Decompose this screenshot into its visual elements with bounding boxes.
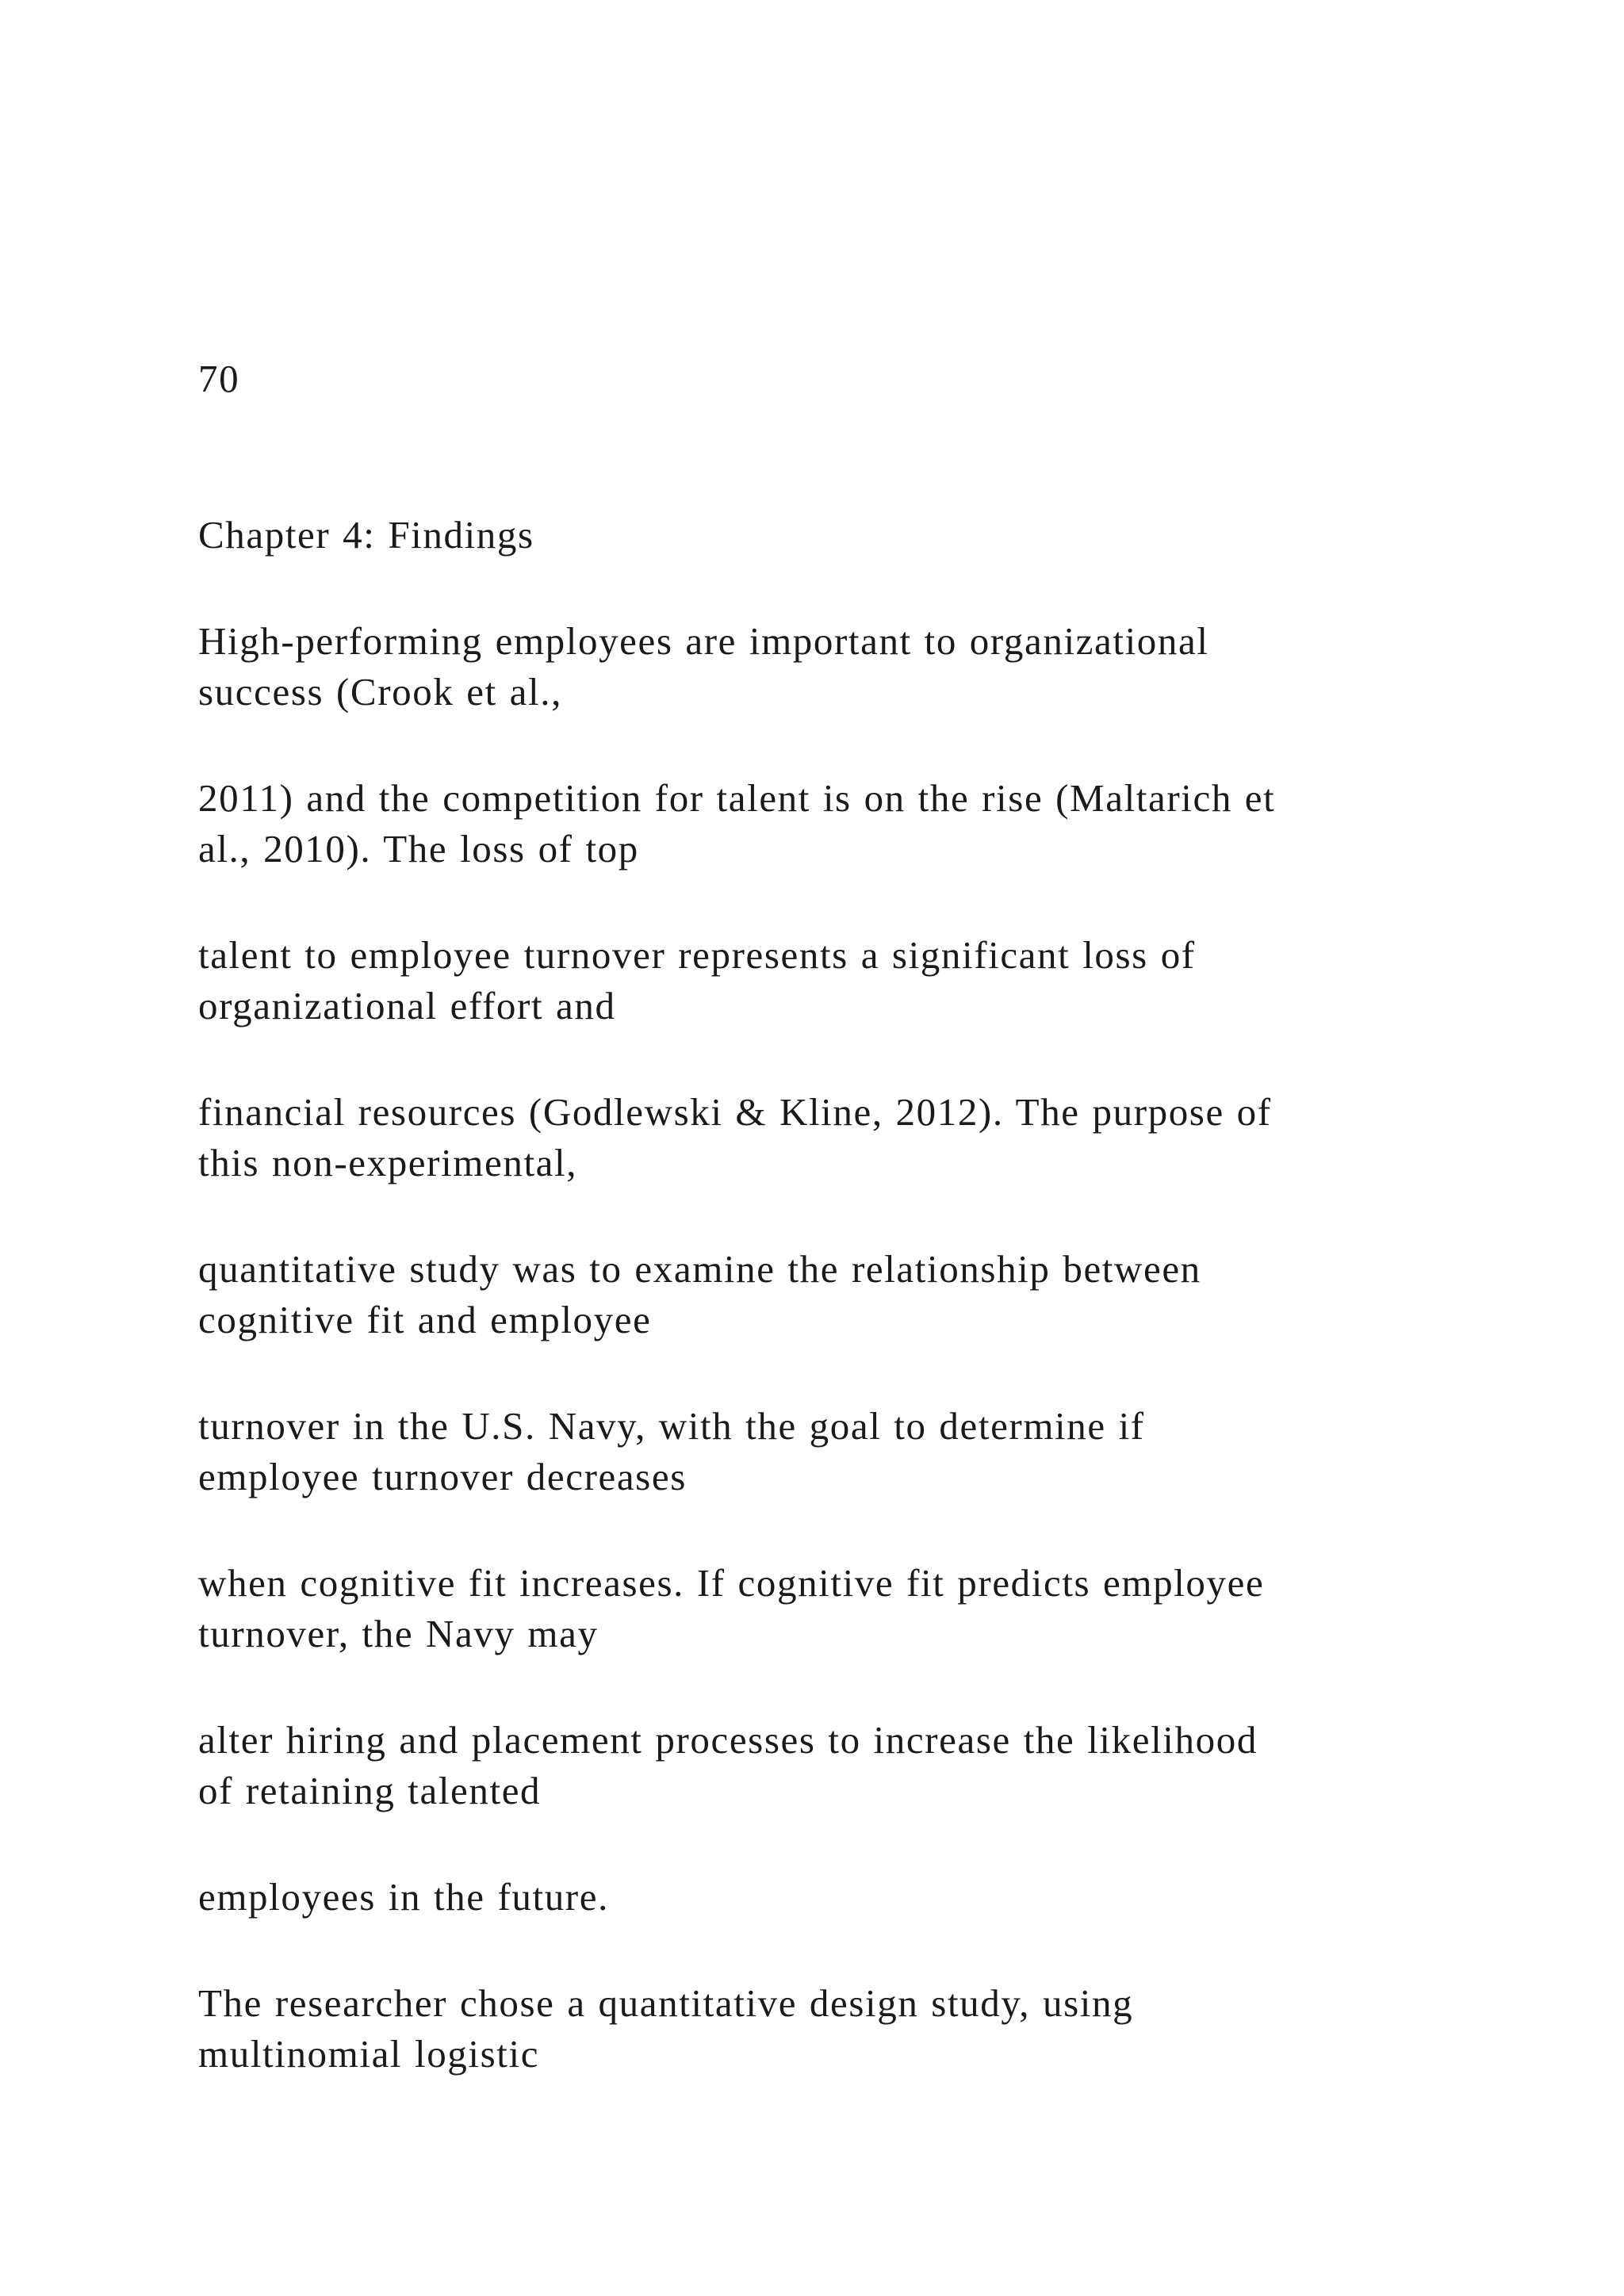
paragraph-line: cognitive fit and employee: [198, 1298, 652, 1341]
page-number: 70: [198, 357, 240, 400]
paragraph-line: success (Crook et al.,: [198, 670, 562, 714]
chapter-heading: Chapter 4: Findings: [198, 513, 534, 557]
paragraph-line: alter hiring and placement processes to increase the likelihood: [198, 1718, 1258, 1762]
paragraph-line: turnover in the U.S. Navy, with the goal to determine if: [198, 1404, 1145, 1448]
paragraph-line: this non-experimental,: [198, 1141, 578, 1184]
paragraph-line: of retaining talented: [198, 1769, 542, 1812]
paragraph-line: multinomial logistic: [198, 2032, 540, 2076]
paragraph-line: financial resources (Godlewski & Kline, 2012). The purpose of: [198, 1090, 1272, 1134]
paragraph-line: al., 2010). The loss of top: [198, 827, 639, 871]
paragraph-line: quantitative study was to examine the relationship between: [198, 1247, 1201, 1291]
paragraph-line: organizational effort and: [198, 984, 616, 1027]
paragraph-line: 2011) and the competition for talent is on the rise (Maltarich et: [198, 776, 1276, 820]
paragraph-line: turnover, the Navy may: [198, 1612, 599, 1655]
paragraph-line: The researcher chose a quantitative design study, using: [198, 1981, 1134, 2025]
paragraph-line: when cognitive fit increases. If cognitive fit predicts employee: [198, 1561, 1265, 1605]
paragraph-line: High-performing employees are important to organizational: [198, 619, 1209, 663]
paragraph-line: employee turnover decreases: [198, 1455, 687, 1498]
paragraph-line: talent to employee turnover represents a significant loss of: [198, 933, 1196, 977]
paragraph-line: employees in the future.: [198, 1875, 609, 1919]
